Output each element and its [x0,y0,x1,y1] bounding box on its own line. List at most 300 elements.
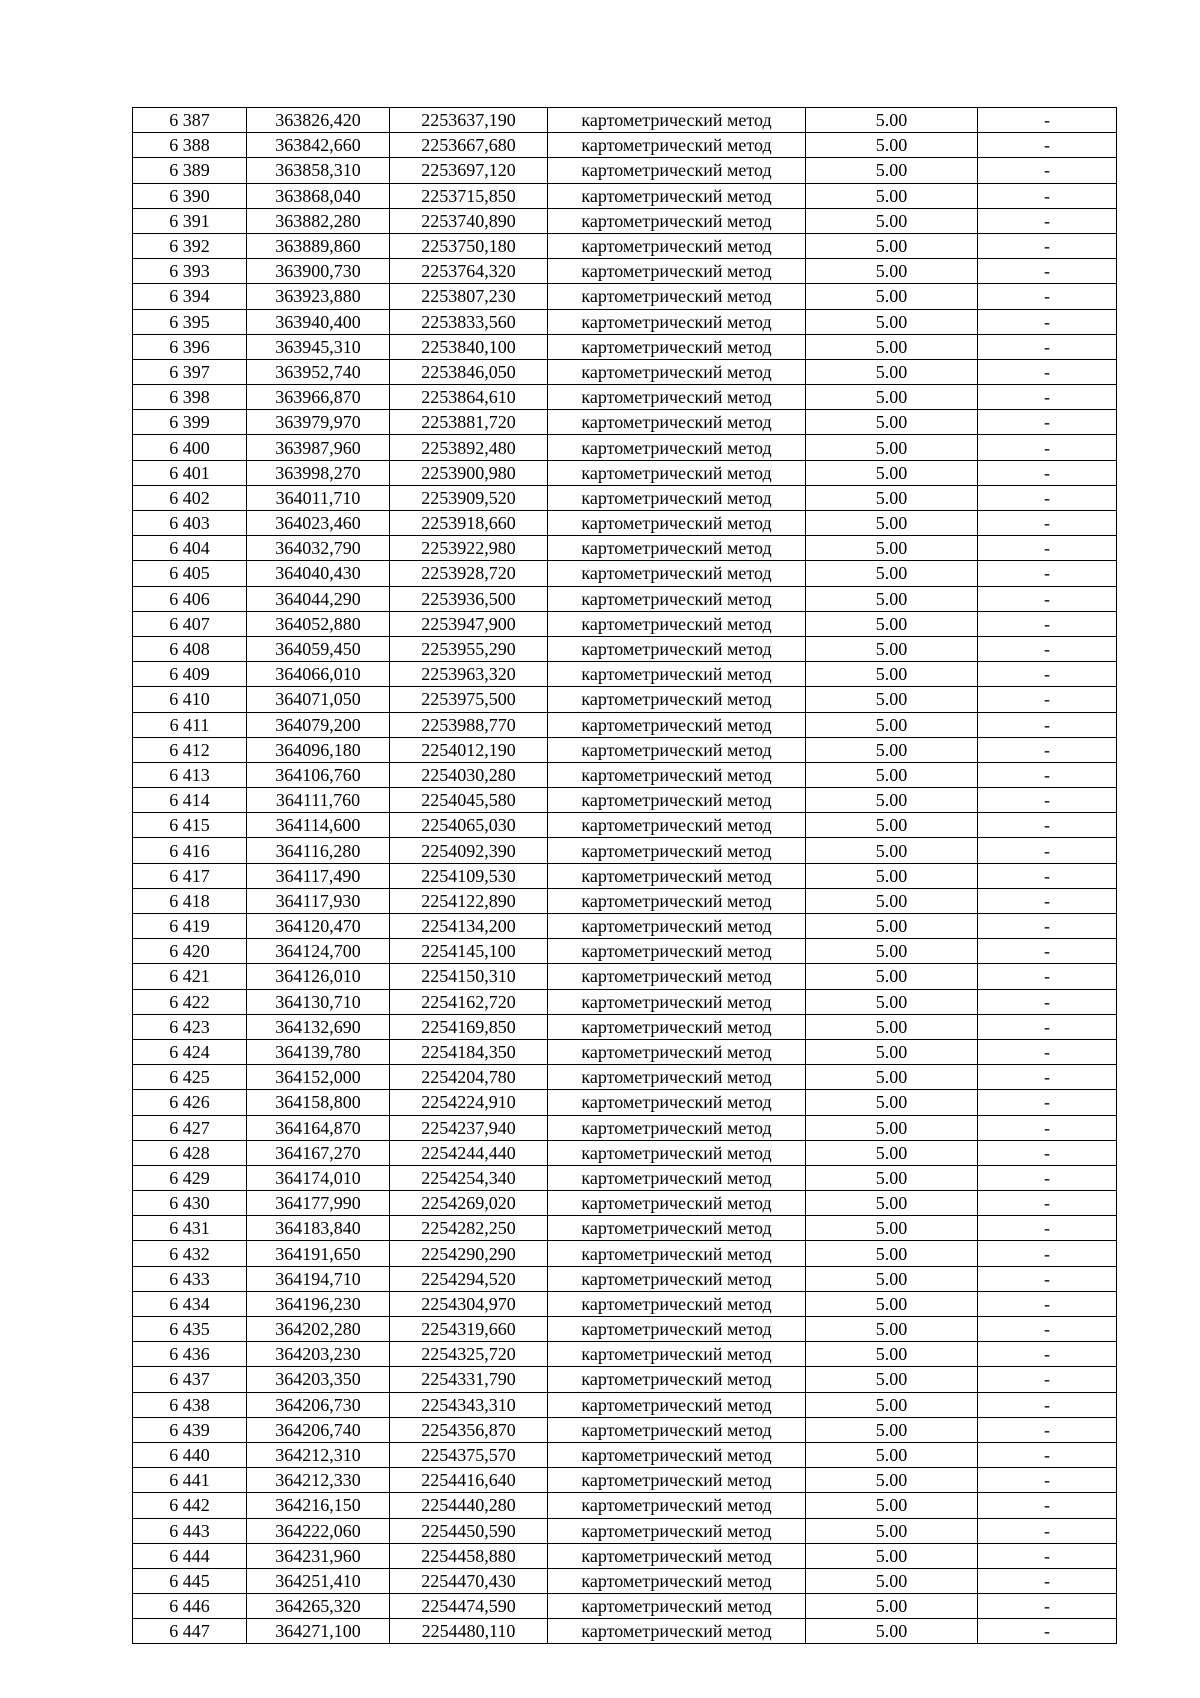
accuracy-cell: 5.00 [806,1568,978,1593]
point-number-cell: 6 416 [133,838,247,863]
accuracy-cell: 5.00 [806,1191,978,1216]
x-coordinate-cell: 364196,230 [247,1291,390,1316]
accuracy-cell: 5.00 [806,762,978,787]
accuracy-cell: 5.00 [806,1493,978,1518]
note-cell: - [978,561,1117,586]
y-coordinate-cell: 2254470,430 [390,1568,548,1593]
point-number-cell: 6 398 [133,385,247,410]
table-row [133,1518,1117,1543]
x-coordinate-cell: 364106,760 [247,762,390,787]
note-cell: - [978,133,1117,158]
note-cell: - [978,863,1117,888]
accuracy-cell: 5.00 [806,838,978,863]
x-coordinate-cell: 364066,010 [247,662,390,687]
x-coordinate-cell: 364177,990 [247,1191,390,1216]
note-cell: - [978,1442,1117,1467]
method-cell: картометрический метод [548,259,806,284]
note-cell: - [978,1014,1117,1039]
table-row [133,1568,1117,1593]
note-cell: - [978,511,1117,536]
accuracy-cell: 5.00 [806,158,978,183]
note-cell: - [978,1241,1117,1266]
method-cell: картометрический метод [548,511,806,536]
note-cell: - [978,1493,1117,1518]
x-coordinate-cell: 364158,800 [247,1090,390,1115]
accuracy-cell: 5.00 [806,737,978,762]
x-coordinate-cell: 364139,780 [247,1039,390,1064]
method-cell: картометрический метод [548,1241,806,1266]
accuracy-cell: 5.00 [806,410,978,435]
y-coordinate-cell: 2254343,310 [390,1392,548,1417]
point-number-cell: 6 437 [133,1367,247,1392]
accuracy-cell: 5.00 [806,1417,978,1442]
accuracy-cell: 5.00 [806,1090,978,1115]
note-cell: - [978,385,1117,410]
method-cell: картометрический метод [548,359,806,384]
point-number-cell: 6 439 [133,1417,247,1442]
x-coordinate-cell: 364271,100 [247,1619,390,1644]
y-coordinate-cell: 2253988,770 [390,712,548,737]
point-number-cell: 6 401 [133,460,247,485]
table-row [133,888,1117,913]
accuracy-cell: 5.00 [806,1342,978,1367]
note-cell: - [978,838,1117,863]
point-number-cell: 6 406 [133,586,247,611]
x-coordinate-cell: 364052,880 [247,611,390,636]
table-row [133,1342,1117,1367]
accuracy-cell: 5.00 [806,133,978,158]
point-number-cell: 6 402 [133,485,247,510]
method-cell: картометрический метод [548,1266,806,1291]
x-coordinate-cell: 364212,310 [247,1442,390,1467]
table-row [133,1468,1117,1493]
note-cell: - [978,410,1117,435]
method-cell: картометрический метод [548,1140,806,1165]
method-cell: картометрический метод [548,712,806,737]
y-coordinate-cell: 2253750,180 [390,233,548,258]
method-cell: картометрический метод [548,536,806,561]
method-cell: картометрический метод [548,1090,806,1115]
table-row [133,762,1117,787]
method-cell: картометрический метод [548,1115,806,1140]
accuracy-cell: 5.00 [806,1165,978,1190]
accuracy-cell: 5.00 [806,359,978,384]
x-coordinate-cell: 364124,700 [247,939,390,964]
method-cell: картометрический метод [548,611,806,636]
point-number-cell: 6 432 [133,1241,247,1266]
x-coordinate-cell: 364251,410 [247,1568,390,1593]
y-coordinate-cell: 2254030,280 [390,762,548,787]
method-cell: картометрический метод [548,1342,806,1367]
method-cell: картометрический метод [548,586,806,611]
note-cell: - [978,1291,1117,1316]
note-cell: - [978,485,1117,510]
x-coordinate-cell: 364130,710 [247,989,390,1014]
point-number-cell: 6 399 [133,410,247,435]
table-row [133,611,1117,636]
table-row [133,133,1117,158]
note-cell: - [978,939,1117,964]
coordinates-table-body [133,108,1117,1644]
accuracy-cell: 5.00 [806,259,978,284]
note-cell: - [978,1317,1117,1342]
x-coordinate-cell: 364265,320 [247,1594,390,1619]
note-cell: - [978,1367,1117,1392]
y-coordinate-cell: 2254145,100 [390,939,548,964]
table-row [133,1241,1117,1266]
y-coordinate-cell: 2253963,320 [390,662,548,687]
table-row [133,158,1117,183]
note-cell: - [978,1216,1117,1241]
method-cell: картометрический метод [548,233,806,258]
point-number-cell: 6 410 [133,687,247,712]
x-coordinate-cell: 364167,270 [247,1140,390,1165]
y-coordinate-cell: 2253975,500 [390,687,548,712]
point-number-cell: 6 407 [133,611,247,636]
note-cell: - [978,208,1117,233]
method-cell: картометрический метод [548,989,806,1014]
x-coordinate-cell: 363842,660 [247,133,390,158]
accuracy-cell: 5.00 [806,233,978,258]
note-cell: - [978,1518,1117,1543]
method-cell: картометрический метод [548,636,806,661]
x-coordinate-cell: 364202,280 [247,1317,390,1342]
y-coordinate-cell: 2254237,940 [390,1115,548,1140]
y-coordinate-cell: 2253936,500 [390,586,548,611]
note-cell: - [978,1165,1117,1190]
y-coordinate-cell: 2253900,980 [390,460,548,485]
y-coordinate-cell: 2254134,200 [390,914,548,939]
point-number-cell: 6 430 [133,1191,247,1216]
x-coordinate-cell: 364032,790 [247,536,390,561]
method-cell: картометрический метод [548,788,806,813]
x-coordinate-cell: 364096,180 [247,737,390,762]
x-coordinate-cell: 363952,740 [247,359,390,384]
accuracy-cell: 5.00 [806,309,978,334]
method-cell: картометрический метод [548,183,806,208]
x-coordinate-cell: 364126,010 [247,964,390,989]
method-cell: картометрический метод [548,1065,806,1090]
note-cell: - [978,1543,1117,1568]
point-number-cell: 6 422 [133,989,247,1014]
method-cell: картометрический метод [548,158,806,183]
y-coordinate-cell: 2253740,890 [390,208,548,233]
y-coordinate-cell: 2254325,720 [390,1342,548,1367]
accuracy-cell: 5.00 [806,863,978,888]
x-coordinate-cell: 364117,930 [247,888,390,913]
table-row [133,1014,1117,1039]
note-cell: - [978,158,1117,183]
accuracy-cell: 5.00 [806,1543,978,1568]
note-cell: - [978,334,1117,359]
point-number-cell: 6 447 [133,1619,247,1644]
x-coordinate-cell: 364079,200 [247,712,390,737]
note-cell: - [978,1065,1117,1090]
accuracy-cell: 5.00 [806,1115,978,1140]
table-row [133,1039,1117,1064]
method-cell: картометрический метод [548,410,806,435]
y-coordinate-cell: 2254122,890 [390,888,548,913]
y-coordinate-cell: 2254244,440 [390,1140,548,1165]
point-number-cell: 6 423 [133,1014,247,1039]
point-number-cell: 6 441 [133,1468,247,1493]
accuracy-cell: 5.00 [806,662,978,687]
table-row [133,687,1117,712]
method-cell: картометрический метод [548,1216,806,1241]
table-row [133,1216,1117,1241]
note-cell: - [978,1140,1117,1165]
method-cell: картометрический метод [548,1518,806,1543]
point-number-cell: 6 404 [133,536,247,561]
accuracy-cell: 5.00 [806,989,978,1014]
note-cell: - [978,964,1117,989]
x-coordinate-cell: 364132,690 [247,1014,390,1039]
accuracy-cell: 5.00 [806,1594,978,1619]
table-row [133,1367,1117,1392]
accuracy-cell: 5.00 [806,1468,978,1493]
table-row [133,662,1117,687]
accuracy-cell: 5.00 [806,813,978,838]
y-coordinate-cell: 2254184,350 [390,1039,548,1064]
accuracy-cell: 5.00 [806,939,978,964]
method-cell: картометрический метод [548,914,806,939]
note-cell: - [978,662,1117,687]
y-coordinate-cell: 2253918,660 [390,511,548,536]
x-coordinate-cell: 364071,050 [247,687,390,712]
point-number-cell: 6 427 [133,1115,247,1140]
table-row [133,788,1117,813]
point-number-cell: 6 421 [133,964,247,989]
method-cell: картометрический метод [548,737,806,762]
y-coordinate-cell: 2253697,120 [390,158,548,183]
x-coordinate-cell: 364206,730 [247,1392,390,1417]
accuracy-cell: 5.00 [806,183,978,208]
table-row [133,964,1117,989]
note-cell: - [978,233,1117,258]
point-number-cell: 6 414 [133,788,247,813]
note-cell: - [978,1468,1117,1493]
point-number-cell: 6 405 [133,561,247,586]
note-cell: - [978,108,1117,133]
table-row [133,359,1117,384]
accuracy-cell: 5.00 [806,1266,978,1291]
point-number-cell: 6 394 [133,284,247,309]
accuracy-cell: 5.00 [806,536,978,561]
note-cell: - [978,284,1117,309]
x-coordinate-cell: 363966,870 [247,385,390,410]
accuracy-cell: 5.00 [806,284,978,309]
y-coordinate-cell: 2253928,720 [390,561,548,586]
y-coordinate-cell: 2253764,320 [390,259,548,284]
method-cell: картометрический метод [548,1417,806,1442]
point-number-cell: 6 425 [133,1065,247,1090]
y-coordinate-cell: 2253892,480 [390,435,548,460]
accuracy-cell: 5.00 [806,511,978,536]
table-row [133,636,1117,661]
x-coordinate-cell: 364164,870 [247,1115,390,1140]
method-cell: картометрический метод [548,1191,806,1216]
method-cell: картометрический метод [548,133,806,158]
y-coordinate-cell: 2254356,870 [390,1417,548,1442]
accuracy-cell: 5.00 [806,1039,978,1064]
y-coordinate-cell: 2253864,610 [390,385,548,410]
x-coordinate-cell: 364206,740 [247,1417,390,1442]
note-cell: - [978,1619,1117,1644]
x-coordinate-cell: 363998,270 [247,460,390,485]
y-coordinate-cell: 2253807,230 [390,284,548,309]
table-row [133,1291,1117,1316]
accuracy-cell: 5.00 [806,1317,978,1342]
y-coordinate-cell: 2254375,570 [390,1442,548,1467]
point-number-cell: 6 444 [133,1543,247,1568]
note-cell: - [978,636,1117,661]
method-cell: картометрический метод [548,284,806,309]
method-cell: картометрический метод [548,838,806,863]
accuracy-cell: 5.00 [806,1518,978,1543]
point-number-cell: 6 434 [133,1291,247,1316]
x-coordinate-cell: 363987,960 [247,435,390,460]
table-row [133,183,1117,208]
table-row [133,334,1117,359]
y-coordinate-cell: 2254204,780 [390,1065,548,1090]
note-cell: - [978,586,1117,611]
note-cell: - [978,460,1117,485]
point-number-cell: 6 409 [133,662,247,687]
accuracy-cell: 5.00 [806,1140,978,1165]
y-coordinate-cell: 2253715,850 [390,183,548,208]
y-coordinate-cell: 2254331,790 [390,1367,548,1392]
accuracy-cell: 5.00 [806,1619,978,1644]
method-cell: картометрический метод [548,485,806,510]
table-row [133,989,1117,1014]
accuracy-cell: 5.00 [806,788,978,813]
point-number-cell: 6 390 [133,183,247,208]
method-cell: картометрический метод [548,1367,806,1392]
accuracy-cell: 5.00 [806,1216,978,1241]
y-coordinate-cell: 2254480,110 [390,1619,548,1644]
point-number-cell: 6 435 [133,1317,247,1342]
accuracy-cell: 5.00 [806,1367,978,1392]
y-coordinate-cell: 2254458,880 [390,1543,548,1568]
point-number-cell: 6 424 [133,1039,247,1064]
accuracy-cell: 5.00 [806,1392,978,1417]
point-number-cell: 6 438 [133,1392,247,1417]
note-cell: - [978,435,1117,460]
table-row [133,1619,1117,1644]
point-number-cell: 6 436 [133,1342,247,1367]
table-row [133,1266,1117,1291]
table-row [133,1317,1117,1342]
table-row [133,1140,1117,1165]
y-coordinate-cell: 2254416,640 [390,1468,548,1493]
point-number-cell: 6 391 [133,208,247,233]
y-coordinate-cell: 2253955,290 [390,636,548,661]
point-number-cell: 6 392 [133,233,247,258]
y-coordinate-cell: 2253667,680 [390,133,548,158]
method-cell: картометрический метод [548,888,806,913]
table-row [133,863,1117,888]
table-row [133,1417,1117,1442]
y-coordinate-cell: 2253947,900 [390,611,548,636]
table-row [133,712,1117,737]
point-number-cell: 6 396 [133,334,247,359]
accuracy-cell: 5.00 [806,385,978,410]
y-coordinate-cell: 2254450,590 [390,1518,548,1543]
method-cell: картометрический метод [548,1317,806,1342]
note-cell: - [978,687,1117,712]
point-number-cell: 6 420 [133,939,247,964]
y-coordinate-cell: 2253909,520 [390,485,548,510]
method-cell: картометрический метод [548,687,806,712]
method-cell: картометрический метод [548,1568,806,1593]
table-row [133,1594,1117,1619]
accuracy-cell: 5.00 [806,712,978,737]
method-cell: картометрический метод [548,1468,806,1493]
note-cell: - [978,1039,1117,1064]
y-coordinate-cell: 2253840,100 [390,334,548,359]
y-coordinate-cell: 2254474,590 [390,1594,548,1619]
point-number-cell: 6 433 [133,1266,247,1291]
note-cell: - [978,1417,1117,1442]
x-coordinate-cell: 364212,330 [247,1468,390,1493]
y-coordinate-cell: 2253922,980 [390,536,548,561]
table-row [133,1543,1117,1568]
y-coordinate-cell: 2254269,020 [390,1191,548,1216]
method-cell: картометрический метод [548,813,806,838]
x-coordinate-cell: 364117,490 [247,863,390,888]
point-number-cell: 6 445 [133,1568,247,1593]
y-coordinate-cell: 2254162,720 [390,989,548,1014]
point-number-cell: 6 400 [133,435,247,460]
x-coordinate-cell: 363858,310 [247,158,390,183]
method-cell: картометрический метод [548,1039,806,1064]
method-cell: картометрический метод [548,1392,806,1417]
note-cell: - [978,1594,1117,1619]
y-coordinate-cell: 2253833,560 [390,309,548,334]
x-coordinate-cell: 364059,450 [247,636,390,661]
y-coordinate-cell: 2253881,720 [390,410,548,435]
x-coordinate-cell: 364216,150 [247,1493,390,1518]
accuracy-cell: 5.00 [806,1291,978,1316]
x-coordinate-cell: 364203,230 [247,1342,390,1367]
x-coordinate-cell: 363826,420 [247,108,390,133]
accuracy-cell: 5.00 [806,561,978,586]
accuracy-cell: 5.00 [806,460,978,485]
x-coordinate-cell: 363923,880 [247,284,390,309]
method-cell: картометрический метод [548,561,806,586]
note-cell: - [978,712,1117,737]
point-number-cell: 6 403 [133,511,247,536]
point-number-cell: 6 387 [133,108,247,133]
y-coordinate-cell: 2254224,910 [390,1090,548,1115]
table-row [133,586,1117,611]
point-number-cell: 6 412 [133,737,247,762]
note-cell: - [978,536,1117,561]
x-coordinate-cell: 363900,730 [247,259,390,284]
note-cell: - [978,1191,1117,1216]
y-coordinate-cell: 2254290,290 [390,1241,548,1266]
point-number-cell: 6 389 [133,158,247,183]
y-coordinate-cell: 2253846,050 [390,359,548,384]
note-cell: - [978,888,1117,913]
x-coordinate-cell: 364023,460 [247,511,390,536]
table-row [133,108,1117,133]
x-coordinate-cell: 363940,400 [247,309,390,334]
table-row [133,1115,1117,1140]
x-coordinate-cell: 363889,860 [247,233,390,258]
y-coordinate-cell: 2254150,310 [390,964,548,989]
point-number-cell: 6 443 [133,1518,247,1543]
